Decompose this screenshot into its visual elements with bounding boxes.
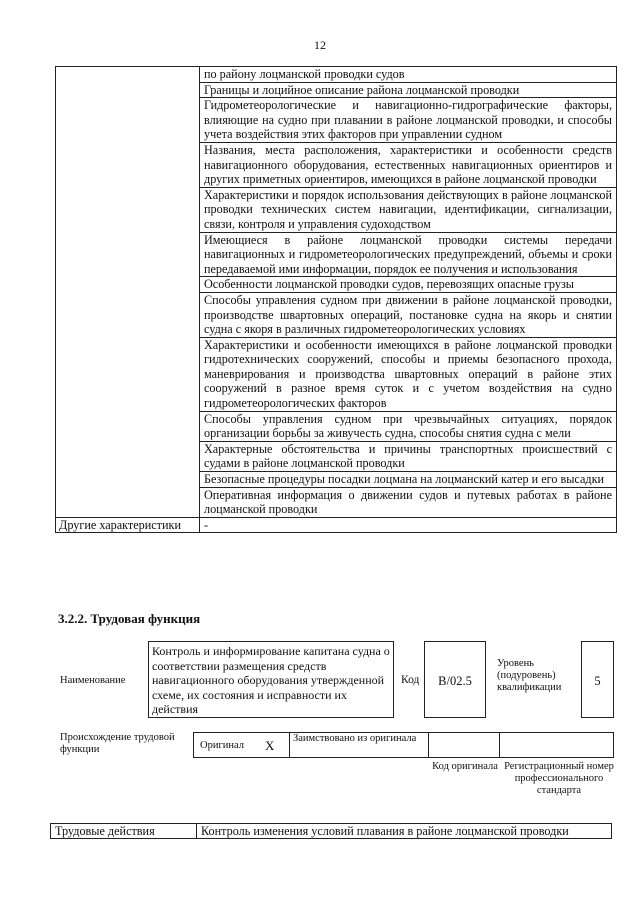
knowledge-label-cell xyxy=(56,67,200,518)
original-label: Оригинал xyxy=(200,740,244,751)
knowledge-item: Названия, места расположения, характеристики и особенности средств навигационного оборудования, естественных навигационных ориентиров и других приметных ориентиров, имеющихся в районе лоцманской проводки xyxy=(200,142,617,187)
labor-action-item: Контроль изменения условий плавания в районе лоцманской проводки xyxy=(197,824,612,839)
code-label: Код xyxy=(401,674,420,686)
original-cell xyxy=(193,732,290,758)
page-number: 12 xyxy=(314,38,326,52)
code-value: В/02.5 xyxy=(424,641,486,718)
function-name-label: Наименование xyxy=(60,675,126,686)
original-code-caption: Код оригинала xyxy=(432,761,498,772)
knowledge-item: Особенности лоцманской проводки судов, перевозящих опасные грузы xyxy=(200,277,617,293)
knowledge-item: Границы и лоцийное описание района лоцманской проводки xyxy=(200,82,617,98)
function-name-value: Контроль и информирование капитана судна о соответствии размещения средств навигационного оборудования утвержденной схеме, их состояния и исправности их действия xyxy=(148,641,394,718)
knowledge-item: Безопасные процедуры посадки лоцмана на лоцманский катер и его высадки xyxy=(200,472,617,488)
labor-actions-label: Трудовые действия xyxy=(51,824,197,839)
qualification-level-label: Уровень (подуровень) квалификации xyxy=(497,658,562,693)
other-characteristics-label: Другие характеристики xyxy=(56,517,200,533)
other-characteristics-value: - xyxy=(200,517,617,533)
labor-actions-table xyxy=(50,823,612,839)
knowledge-item: Способы управления судном при движении в районе лоцманской проводки, производстве швартовных операций, постановке судна на якорь и снятии судна с якоря в различных гидрометеорологических условиях xyxy=(200,292,617,337)
knowledge-item: Способы управления судном при чрезвычайных ситуациях, порядок организации борьбы за живучесть судна, способы снятия судна с мели xyxy=(200,411,617,441)
registration-number-cell xyxy=(499,732,614,758)
table-row xyxy=(56,67,617,83)
registration-number-caption: Регистрационный номер профессионального стандарта xyxy=(504,761,614,796)
knowledge-item: Оперативная информация о движении судов и путевых работах в районе лоцманской проводки xyxy=(200,487,617,517)
original-code-cell xyxy=(428,732,500,758)
knowledge-item: Имеющиеся в районе лоцманской проводки системы передачи навигационных и гидрометеорологических предупреждений, объемы и сроки передаваемой ими информации, порядок ее получения и использования xyxy=(200,232,617,277)
table-row xyxy=(56,517,617,533)
knowledge-item: Характерные обстоятельства и причины транспортных происшествий с судами в районе лоцманской проводки xyxy=(200,441,617,471)
section-title: 3.2.2. Трудовая функция xyxy=(58,611,201,626)
knowledge-item: по району лоцманской проводки судов xyxy=(200,67,617,83)
knowledge-item: Характеристики и особенности имеющихся в районе лоцманской проводки гидротехнических сооружений, способы и приемы безопасного прохода, маневрирования и производства швартовных операций в районе этих сооружений в разное время суток и с учетом воздействия на судно гидрометеорологических факторов xyxy=(200,337,617,411)
qualification-level-value: 5 xyxy=(581,641,614,718)
knowledge-table xyxy=(55,66,617,533)
borrowed-label: Заимствовано из оригинала xyxy=(293,733,417,744)
knowledge-item: Гидрометеорологические и навигационно-гидрографические факторы, влияющие на судно при плавании в районе лоцманской проводки, и способы учета воздействия этих факторов при управлении судном xyxy=(200,98,617,143)
original-mark: X xyxy=(265,738,275,753)
knowledge-item: Характеристики и порядок использования действующих в районе лоцманской проводки технических систем навигации, идентификации, сигнализации, связи, контроля и управления судоходством xyxy=(200,187,617,232)
borrowed-cell xyxy=(289,732,429,758)
origin-label: Происхождение трудовой функции xyxy=(60,732,175,755)
